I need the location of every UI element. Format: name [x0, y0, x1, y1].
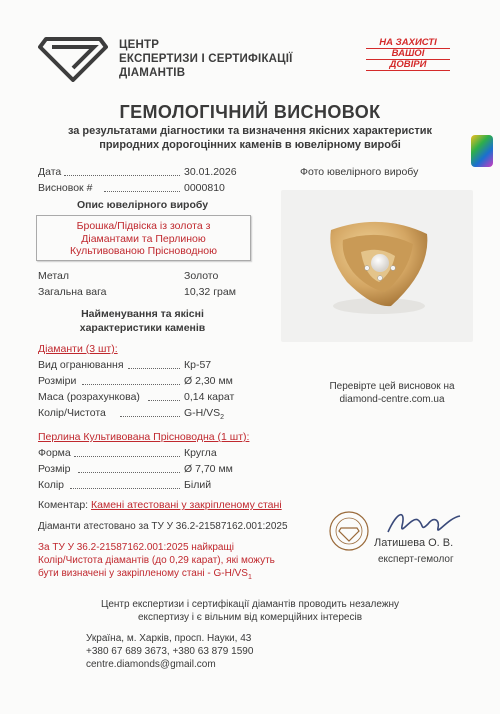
verify-block — [300, 380, 484, 406]
diamond-size-value: Ø 2,30 мм — [184, 375, 233, 387]
subtitle-line-2: природних дорогоцінних каменів в ювелірному виробі — [99, 139, 401, 151]
number-label: Висновок # — [38, 182, 93, 194]
note-line-1: За ТУ У 36.2-21587162.001:2025 найкращі — [38, 542, 234, 553]
diamonds-title: Діаманти (3 шт): — [38, 343, 118, 355]
comment-text: Камені атестовані у закріпленому стані — [91, 499, 282, 511]
weight-value: 10,32 грам — [184, 286, 236, 298]
slogan-line-2: ВАШОЇ — [366, 49, 450, 60]
document-title: ГЕМОЛОГІЧНИЙ ВИСНОВОК — [119, 102, 381, 122]
verify-text: Перевірте цей висновок на — [329, 381, 455, 392]
signature-icon — [384, 506, 464, 540]
diamond-weight-label: Маса (розрахункова) — [38, 391, 140, 403]
photo-label: Фото ювелірного виробу — [300, 166, 419, 178]
jewelry-photo — [281, 190, 473, 342]
diamond-color-clarity-value: $G-H/VS_2$ — [184, 407, 225, 422]
document-subtitle — [0, 124, 500, 152]
pearl-shape-label: Форма — [38, 447, 71, 459]
description-heading: Опис ювелірного виробу — [76, 199, 209, 211]
footer-email[interactable]: centre.diamonds@gmail.com — [86, 659, 216, 670]
seal-icon — [328, 510, 370, 552]
pearl-size-label: Розмір — [38, 463, 71, 475]
standard-text: Діаманти атестовано за ТУ У 36.2-21587162.001:2025 — [38, 521, 288, 532]
weight-label: Загальна вага — [38, 286, 107, 298]
stones-heading-line-1: Найменування та якісні — [81, 308, 204, 320]
description-box — [36, 215, 251, 261]
footer-address: Україна, м. Харків, просп. Науки, 43 — [86, 633, 252, 644]
footer-statement — [0, 598, 500, 624]
subtitle-line-1: за результатами діагностики та визначення якісних характеристик — [67, 125, 433, 137]
verify-link[interactable]: diamond-centre.com.ua — [339, 394, 445, 405]
org-line-1: ЦЕНТР — [119, 39, 160, 51]
footer-phones: +380 67 689 3673, +380 63 879 1590 — [86, 646, 254, 657]
number-value: 0000810 — [184, 182, 225, 194]
stones-heading — [36, 307, 249, 335]
description-line-1: Брошка/Підвіска із золота з — [76, 220, 211, 232]
diamond-color-clarity-label: Колір/Чистота — [38, 407, 106, 419]
hologram-sticker — [471, 135, 493, 167]
org-line-2: ЕКСПЕРТИЗИ І СЕРТИФІКАЦІЇ — [119, 53, 293, 65]
org-line-3: ДІАМАНТІВ — [119, 67, 186, 79]
date-label: Дата — [38, 166, 62, 178]
pearl-color-value: Білий — [184, 479, 212, 491]
logo-icon — [38, 37, 108, 82]
organization-name — [119, 38, 293, 80]
metal-label: Метал — [38, 270, 70, 282]
stones-heading-line-2: характеристики каменів — [79, 322, 206, 334]
note-line-2: Колір/Чистота діамантів (до 0,29 карат), які можуть — [38, 555, 275, 566]
description-line-2: Діамантами та Перлиною — [81, 232, 206, 245]
slogan-stamp — [366, 38, 450, 78]
diamond-size-label: Розміри — [38, 375, 77, 387]
diamond-cut-value: Кр-57 — [184, 359, 212, 371]
slogan-line-3: ДОВІРИ — [366, 60, 450, 71]
pearl-title: Перлина Культивована Прісноводна (1 шт): — [38, 431, 250, 443]
pearl-shape-value: Кругла — [184, 447, 217, 459]
footer-contacts — [86, 632, 253, 671]
diamond-weight-value: 0,14 карат — [184, 391, 235, 403]
footer-line-1: Центр експертизи і сертифікації діамантів проводить незалежну — [100, 599, 400, 610]
pearl-size-value: Ø 7,70 мм — [184, 463, 233, 475]
metal-value: Золото — [184, 270, 219, 282]
comment-label: Коментар: — [38, 499, 89, 511]
date-value: 30.01.2026 — [184, 166, 237, 178]
pearl-color-label: Колір — [38, 479, 65, 491]
brooch-image — [281, 190, 473, 342]
slogan-line-1: НА ЗАХИСТІ — [366, 38, 450, 49]
diamond-cut-label: Вид огранювання — [38, 359, 124, 371]
description-line-3: Культивованою Прісноводною — [70, 245, 217, 257]
note-line-3: бути визначені у закріпленому стані - $G-H/VS_1$ — [38, 568, 252, 581]
footer-line-2: експертизу і є вільним від комерційних інтересів — [137, 612, 363, 623]
expert-role: експерт-гемолог — [378, 554, 454, 565]
note-block — [38, 541, 275, 584]
expert-name: Латишева О. В. — [374, 537, 454, 549]
comment-row — [38, 499, 368, 511]
